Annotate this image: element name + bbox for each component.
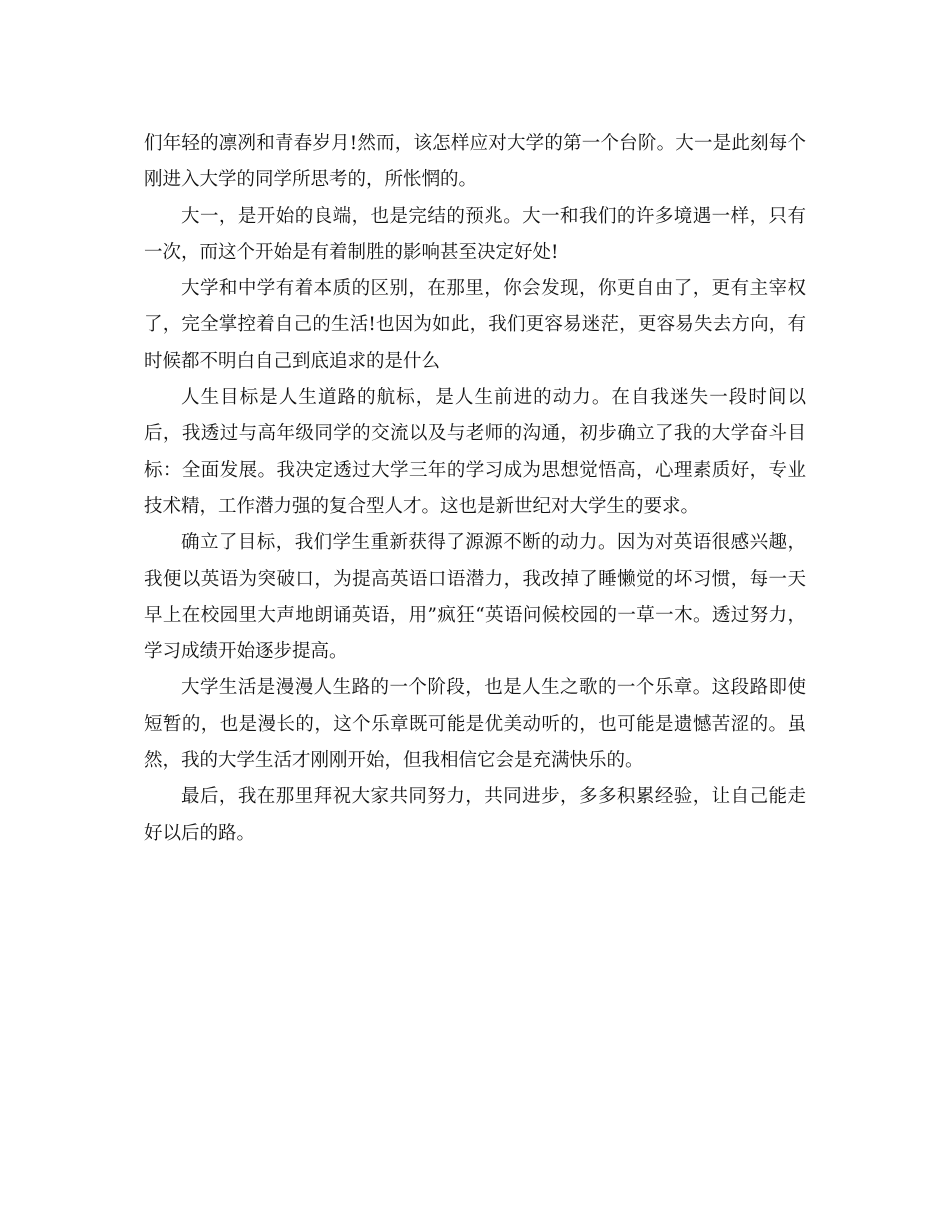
paragraph-4: 人生目标是人生道路的航标，是人生前进的动力。在自我迷失一段时间以后，我透过与高年级同学的交流以及与老师的沟通，初步确立了我的大学奋斗目标：全面发展。我决定透过大学三年的学习成为思想觉悟高，心理素质好，专业技术精，工作潜力强的复合型人才。这也是新世纪对大学生的要求。 [144, 387, 806, 517]
paragraph-7: 最后，我在那里拜祝大家共同努力，共同进步，多多积累经验，让自己能走好以后的路。 [144, 786, 806, 844]
paragraph-6: 大学生活是漫漫人生路的一个阶段，也是人生之歌的一个乐章。这段路即使短暂的，也是漫长的，这个乐章既可能是优美动听的，也可能是遗憾苦涩的。虽然，我的大学生活才刚刚开始，但我相信它会是充满快乐的。 [144, 677, 806, 772]
paragraph-3: 大学和中学有着本质的区别，在那里，你会发现，你更自由了，更有主宰权了，完全掌控着自己的生活!也因为如此，我们更容易迷茫，更容易失去方向，有时候都不明白自己到底追求的是什么 [144, 278, 806, 372]
paragraph-5: 确立了目标，我们学生重新获得了源源不断的动力。因为对英语很感兴趣，我便以英语为突破口，为提高英语口语潜力，我改掉了睡懒觉的坏习惯，每一天早上在校园里大声地朗诵英语，用”疯狂“英语问候校园的一草一木。透过努力，学习成绩开始逐步提高。 [144, 532, 806, 663]
paragraph-1: 们年轻的凛冽和青春岁月!然而，该怎样应对大学的第一个台阶。大一是此刻每个刚进入大学的同学所思考的，所怅惘的。 [144, 133, 806, 191]
paragraph-2: 大一，是开始的良端，也是完结的预兆。大一和我们的许多境遇一样，只有一次，而这个开始是有着制胜的影响甚至决定好处! [144, 205, 806, 263]
document-body [144, 126, 806, 852]
